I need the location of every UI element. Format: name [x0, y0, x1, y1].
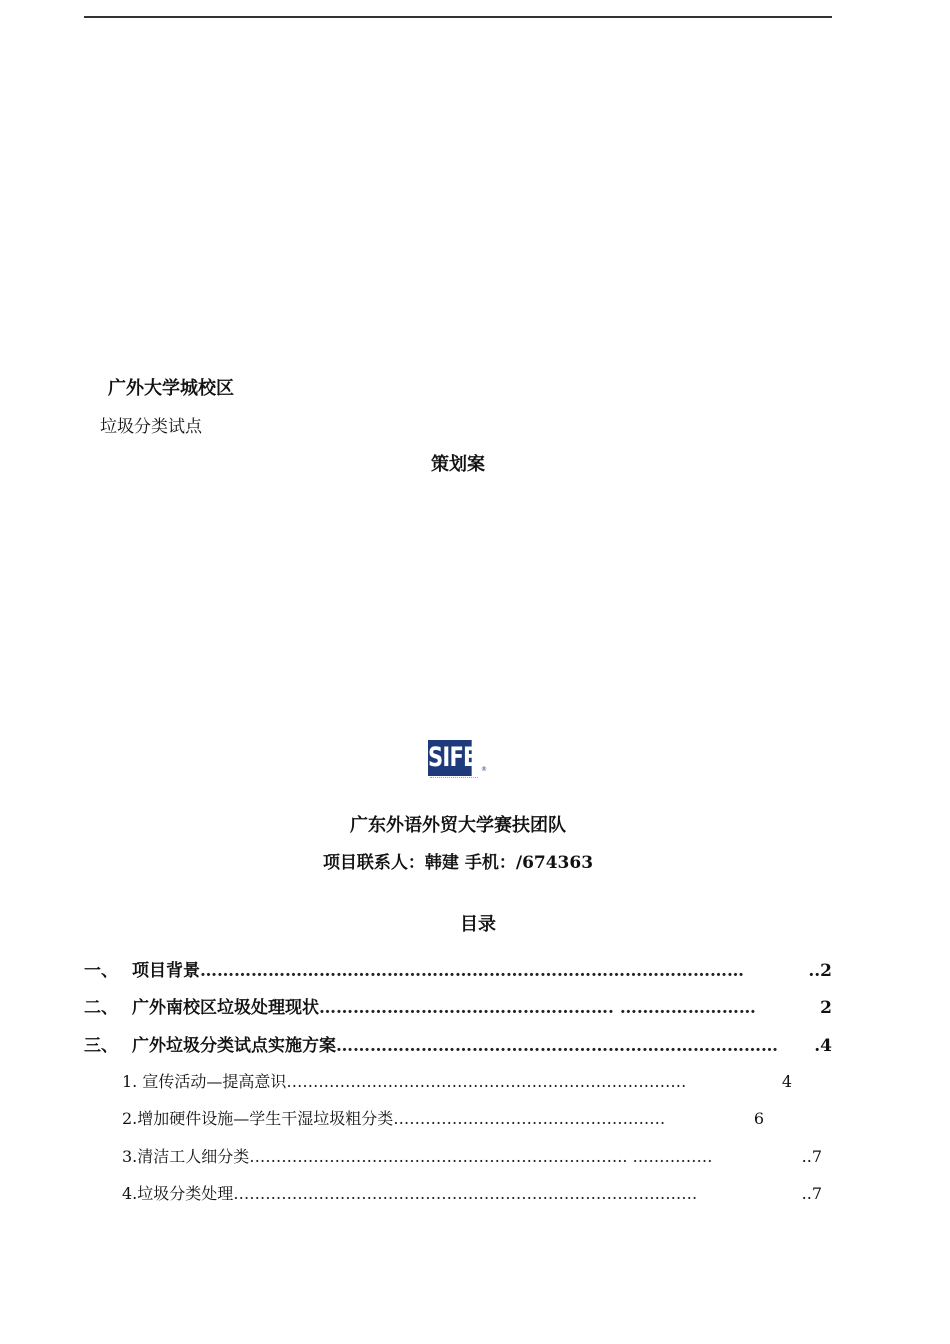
- toc-subentry-label: 1. 宣传活动—提高意识: [122, 1072, 287, 1091]
- toc-dot-leader: …………………………………………………………………: [286, 1072, 687, 1091]
- toc-subentry-3[interactable]: [122, 1144, 822, 1167]
- project-subtitle: 垃圾分类试点: [100, 417, 202, 437]
- toc-page-number: 6: [753, 1109, 764, 1128]
- toc-title: 目录: [460, 914, 496, 935]
- toc-page-number: ..2: [808, 961, 832, 981]
- toc-page-number: 2: [820, 998, 832, 1018]
- header-rule: [84, 16, 832, 18]
- toc-page-number: ..7: [801, 1184, 822, 1203]
- contact-line: 项目联系人：韩建 手机：/674363: [322, 853, 594, 873]
- toc-entry-1[interactable]: [84, 956, 832, 981]
- toc-dot-leader: ……………………………………………. ……………………: [319, 998, 756, 1018]
- toc-entry-label: 广外南校区垃圾处理现状: [132, 998, 319, 1018]
- team-name: 广东外语外贸大学赛扶团队: [350, 815, 566, 836]
- toc-dot-leader: ……………………………………………: [393, 1109, 666, 1128]
- logo-underline: [430, 777, 478, 781]
- toc-subentry-label: 4.垃圾分类处理: [122, 1184, 234, 1203]
- toc-dot-leader: ……………………………………………………………………………………: [200, 961, 744, 981]
- toc-dot-leader: ……………………………………………………………………………: [233, 1184, 698, 1203]
- toc-subentry-label: 3.清洁工人细分类: [122, 1147, 250, 1166]
- campus-title: 广外大学城校区: [108, 378, 234, 399]
- toc-subentry-label: 2.增加硬件设施—学生干湿垃圾粗分类: [122, 1109, 394, 1128]
- plan-title: 策划案: [431, 454, 485, 475]
- toc-subentry-2[interactable]: [122, 1106, 764, 1129]
- toc-dot-leader: …………………………………………………………….. ……………: [249, 1147, 713, 1166]
- toc-entry-number: 一、: [84, 961, 118, 981]
- sife-logo-text: SIFE: [428, 740, 472, 776]
- toc-page-number: 4: [781, 1072, 792, 1091]
- toc-page-number: ..7: [801, 1147, 822, 1166]
- toc-page-number: .4: [814, 1036, 832, 1056]
- toc-subentry-1[interactable]: [122, 1069, 792, 1092]
- toc-entry-label: 广外垃圾分类试点实施方案: [132, 1036, 336, 1056]
- toc-entry-3[interactable]: [84, 1031, 832, 1056]
- toc-entry-label: 项目背景: [132, 961, 200, 981]
- sife-logo-icon: [428, 740, 488, 780]
- toc-subentry-4[interactable]: [122, 1181, 822, 1204]
- toc-dot-leader: ……………………………………………………………………: [336, 1036, 778, 1056]
- registered-mark: ®: [481, 766, 487, 773]
- toc-entry-number: 二、: [84, 998, 118, 1018]
- toc-entry-2[interactable]: [84, 993, 832, 1018]
- toc-entry-number: 三、: [84, 1036, 118, 1056]
